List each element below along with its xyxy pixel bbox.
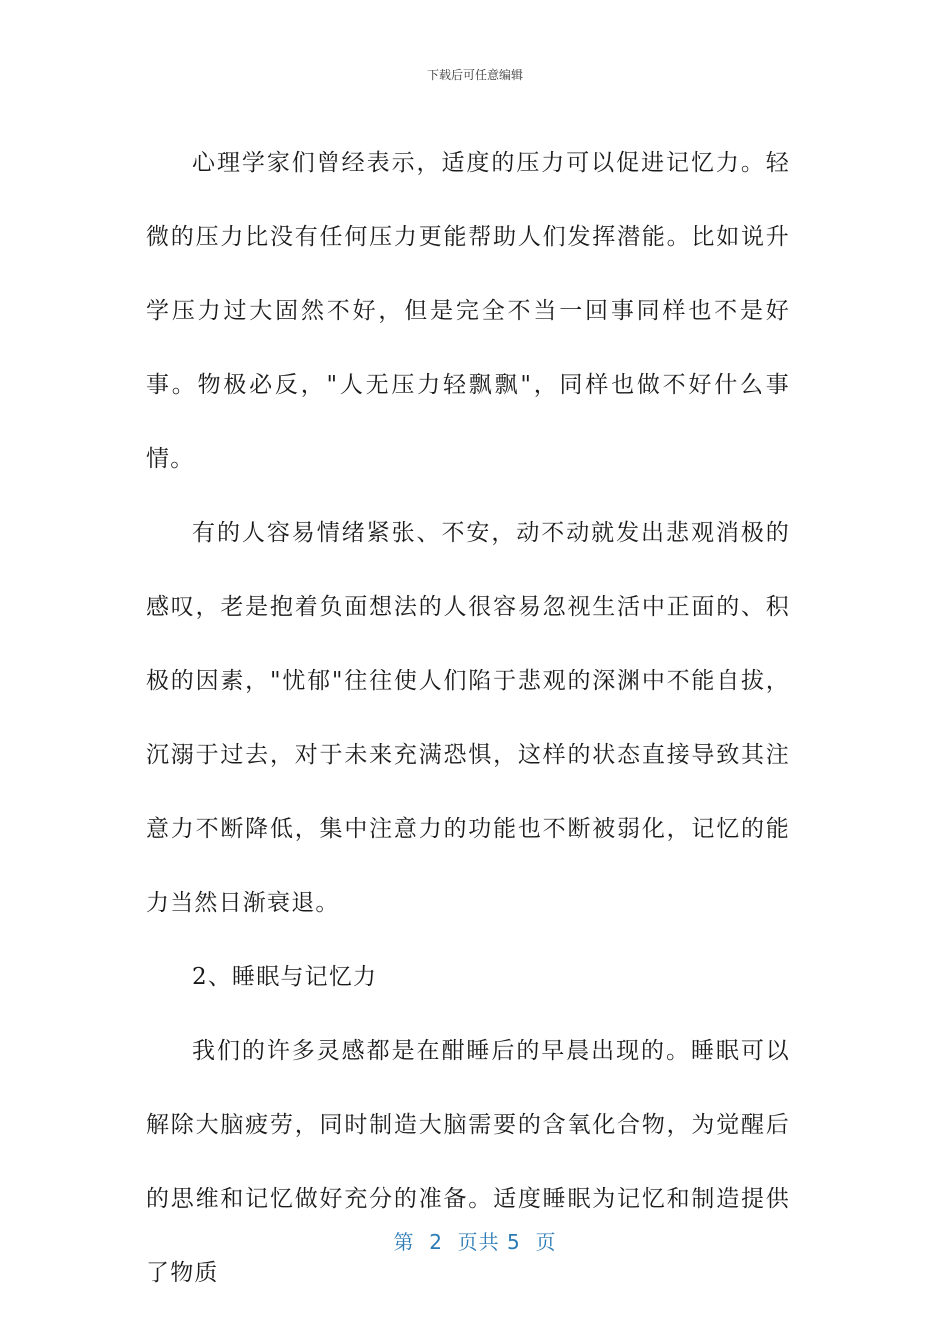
page-number-footer: 第 2 页共 5 页 [393, 1230, 557, 1254]
paragraph-stress: 心理学家们曾经表示，适度的压力可以促进记忆力。轻微的压力比没有任何压力更能帮助人们发挥潜能。比如说升学压力过大固然不好，但是完全不当一回事同样也不是好事。物极必反，"人无压力轻飘飘"，同样也做不好什么事情。 [146, 150, 790, 472]
paragraph-anxiety: 有的人容易情绪紧张、不安，动不动就发出悲观消极的感叹，老是抱着负面想法的人很容易忽视生活中正面的、积极的因素，"忧郁"往往使人们陷于悲观的深渊中不能自拔，沉溺于过去，对于未来充满恐惧，这样的状态直接导致其注意力不断降低，集中注意力的功能也不断被弱化，记忆的能力当然日渐衰退。 [146, 520, 790, 916]
document-body [146, 126, 790, 1310]
page-header: 下载后可任意编辑 [426, 68, 523, 82]
section-heading-sleep: 2、睡眠与记忆力 [192, 964, 378, 990]
paragraph-sleep: 我们的许多灵感都是在酣睡后的早晨出现的。睡眠可以解除大脑疲劳，同时制造大脑需要的含氧化合物，为觉醒后的思维和记忆做好充分的准备。适度睡眠为记忆和制造提供了物质 [146, 1038, 790, 1286]
